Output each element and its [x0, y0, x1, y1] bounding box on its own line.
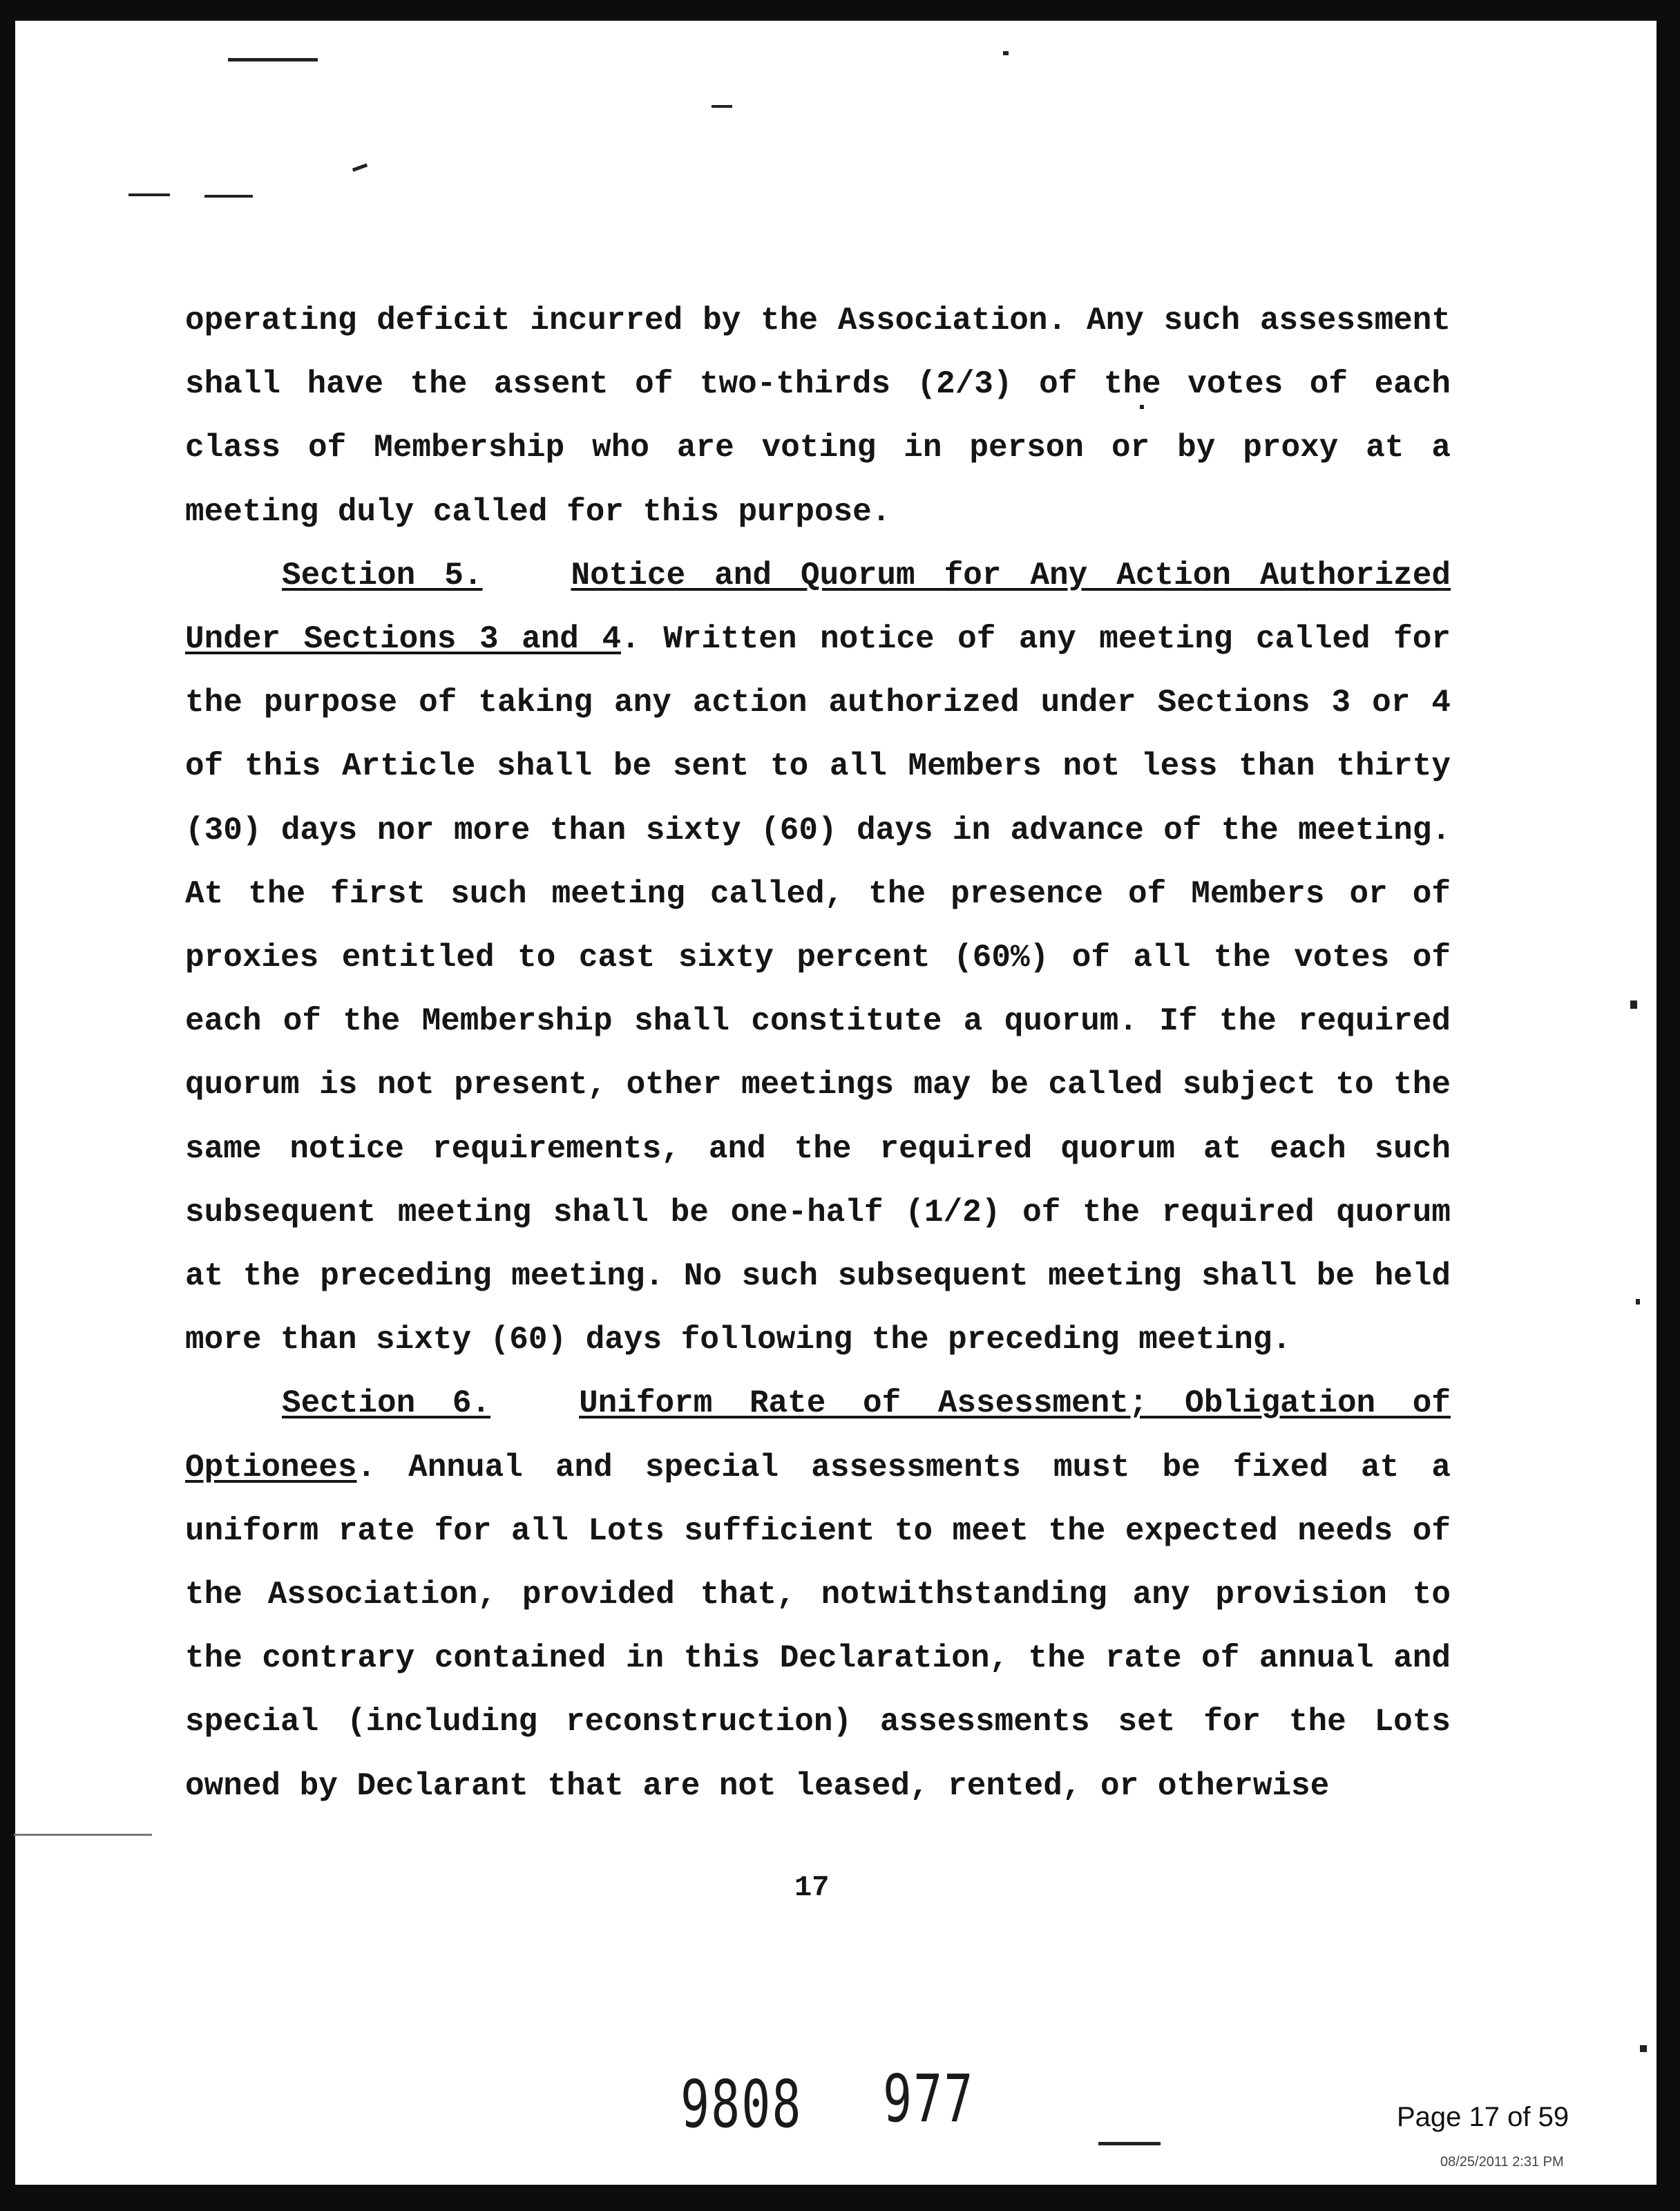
- page-counter: Page 17 of 59: [1397, 2102, 1569, 2132]
- scan-speck: [712, 105, 732, 108]
- paragraph-assessment-deficit: operating deficit incurred by the Association. Any such assessment shall have the assent of two-thirds (2/3) of the votes of each class of Membership who are voting in person or by proxy at a meeting duly called for this purpose.: [185, 303, 1451, 530]
- paragraph-section-5: [185, 544, 1451, 1372]
- section-6-number: Section 6.: [282, 1385, 491, 1422]
- scan-speck: [228, 58, 318, 61]
- section-5-text: . Written notice of any meeting called for the purpose of taking any action authorized under Sections 3 or 4 of this Article shall be sent to all Members not less than thirty (30) days nor more than sixty (60) days in advance of the meeting. At the first such meeting called, the presence of Members or of proxies entitled to cast sixty percent (60%) of all the votes of each of the Membership shall constitute a quorum. If the required quorum is not present, other meetings may be called subject to the same notice requirements, and the required quorum at each such subsequent meeting shall be one-half (1/2) of the required quorum at the preceding meeting. No such subsequent meeting shall be held more than sixty (60) days following the preceding meeting.: [185, 621, 1451, 1358]
- scan-speck: [204, 195, 253, 198]
- recording-stamp-book: 9808: [680, 2066, 803, 2143]
- timestamp: 08/25/2011 2:31 PM: [1440, 2154, 1564, 2170]
- scan-border-top: [0, 0, 1680, 21]
- scan-border-right: [1657, 0, 1680, 2211]
- paragraph-section-6: [185, 1372, 1451, 1817]
- section-6-text: . Annual and special assessments must be fixed at a uniform rate for all Lots sufficient to meet the expected needs of the Association, provided that, notwithstanding any provision to the contrary contained in this Declaration, the rate of annual and special (including reconstruction) assessments set for the Lots owned by Declarant that are not leased, rented, or otherwise: [185, 1449, 1451, 1804]
- recording-stamp-page: 977: [883, 2060, 975, 2137]
- scan-border-left: [0, 0, 15, 2211]
- scan-border-bottom: [0, 2185, 1680, 2211]
- scan-speck: [1630, 1000, 1637, 1009]
- document-body: [185, 289, 1451, 1818]
- scan-speck: [128, 193, 170, 196]
- scan-speck: [352, 163, 368, 171]
- page-number: 17: [794, 1871, 830, 1904]
- section-6-title: Uniform Rate of Assessment; Obligation of Optionees: [185, 1385, 1451, 1486]
- scan-speck: [1098, 2142, 1161, 2145]
- scan-speck: [1640, 2045, 1647, 2052]
- section-5-number: Section 5.: [282, 557, 483, 594]
- scan-speck: [1003, 51, 1009, 55]
- section-5-title: Notice and Quorum for Any Action Authorized Under Sections 3 and 4: [185, 557, 1451, 658]
- scan-speck: [1636, 1299, 1640, 1304]
- scan-speck: [14, 1834, 152, 1836]
